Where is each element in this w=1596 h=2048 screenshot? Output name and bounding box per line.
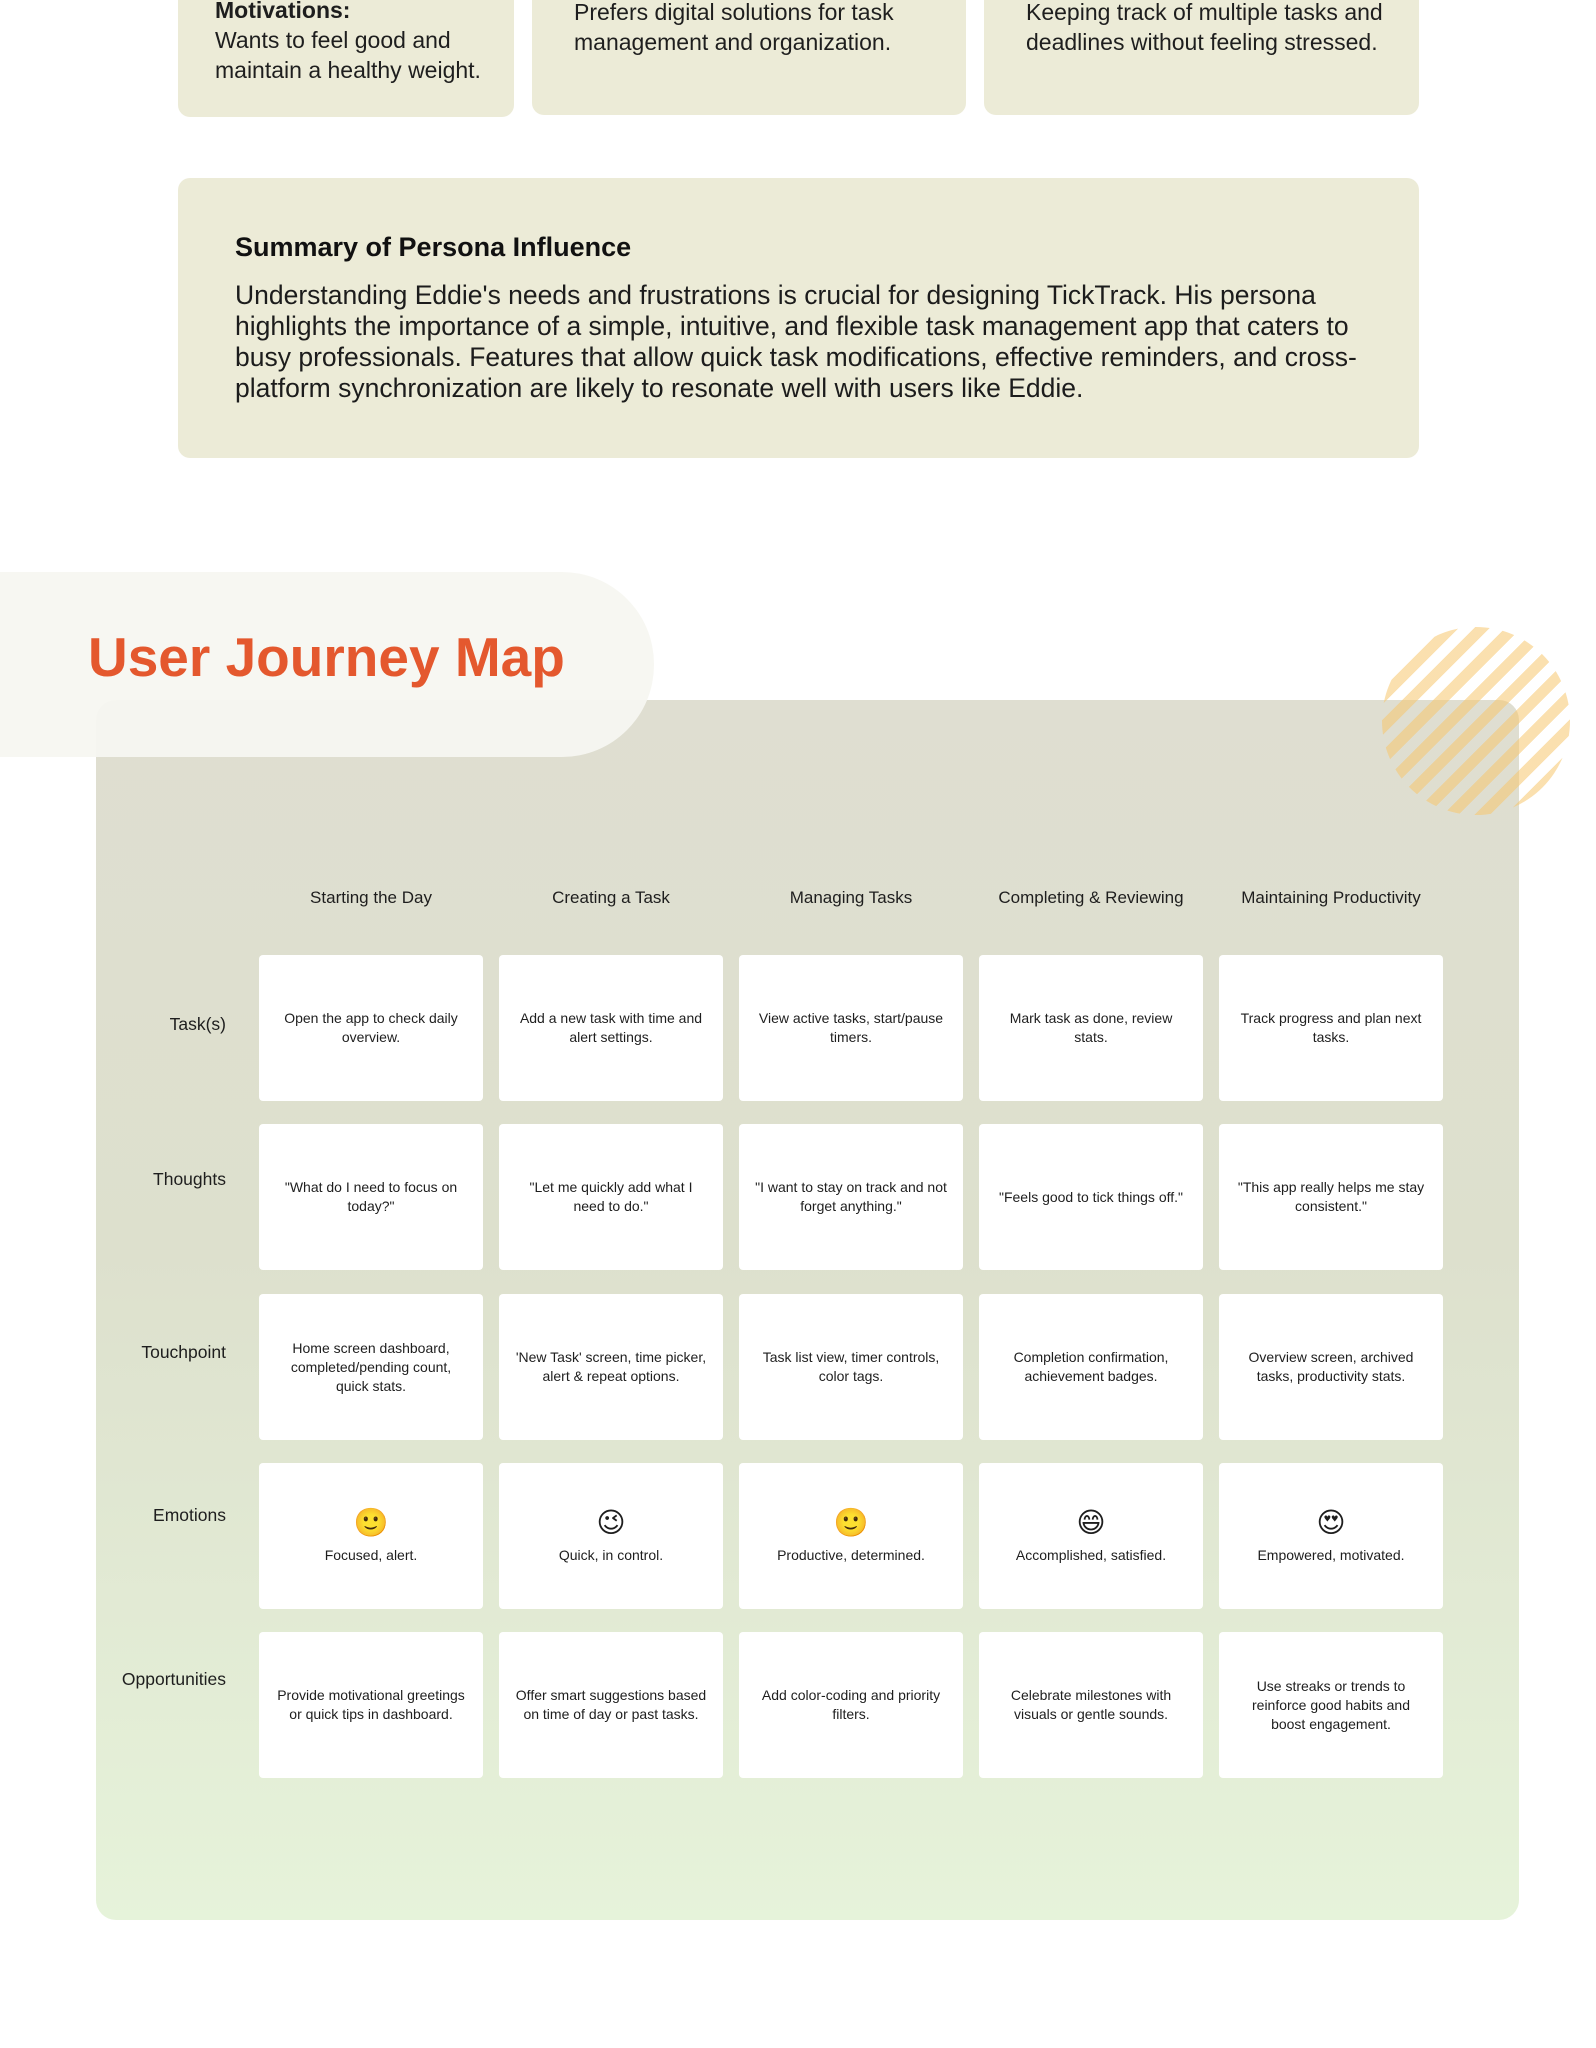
- cell-text: Overview screen, archived tasks, productivity stats.: [1248, 1349, 1414, 1384]
- cell-text: Add a new task with time and alert settings.: [519, 1010, 703, 1045]
- journey-cell: [1219, 1294, 1443, 1440]
- journey-cell: [739, 1632, 963, 1778]
- journey-cell: [499, 955, 723, 1101]
- persona-card-text: Prefers digital solutions for task management and organization.: [574, 0, 894, 55]
- journey-cell: [979, 1632, 1203, 1778]
- row-label-thoughts: Thoughts: [153, 1169, 226, 1189]
- cell-text: Empowered, motivated.: [1257, 1546, 1405, 1563]
- cell-text: Quick, in control.: [558, 1546, 664, 1563]
- cell-text: Home screen dashboard, completed/pending count, quick stats.: [290, 1339, 452, 1394]
- stage-header: Creating a Task: [552, 888, 670, 907]
- journey-cell: [1219, 1124, 1443, 1270]
- cell-text: "What do I need to focus on today?": [284, 1179, 458, 1214]
- journey-cell: [259, 955, 483, 1101]
- cell-text: 'New Task' screen, time picker, alert & repeat options.: [515, 1349, 707, 1384]
- emoji-icon: 🙂: [833, 1506, 869, 1538]
- cell-text: Completion confirmation, achievement badges.: [1013, 1349, 1169, 1384]
- emoji-icon: 😄: [1076, 1506, 1106, 1538]
- cell-text: Mark task as done, review stats.: [1009, 1010, 1173, 1045]
- cell-text: "Feels good to tick things off.": [998, 1188, 1183, 1205]
- journey-cell: [499, 1463, 723, 1609]
- cell-text: Accomplished, satisfied.: [1015, 1546, 1167, 1563]
- journey-cell: [979, 1463, 1203, 1609]
- cell-text: Productive, determined.: [777, 1546, 925, 1563]
- summary-title: Summary of Persona Influence: [235, 232, 632, 262]
- journey-cell: [259, 1632, 483, 1778]
- journey-cell: [499, 1124, 723, 1270]
- cell-text: Add color-coding and priority filters.: [761, 1687, 941, 1722]
- stage-header: Completing & Reviewing: [998, 888, 1184, 907]
- journey-cell: [739, 1294, 963, 1440]
- journey-cell: [259, 1294, 483, 1440]
- section-title: User Journey Map: [88, 626, 565, 688]
- persona-card-motivations: [178, 0, 514, 117]
- row-label-emotions: Emotions: [153, 1505, 226, 1525]
- journey-cell: [1219, 1463, 1443, 1609]
- cell-text: Offer smart suggestions based on time of day or past tasks.: [515, 1687, 707, 1722]
- row-label-touchpoint: Touchpoint: [141, 1342, 226, 1362]
- emoji-icon: 😉: [596, 1506, 626, 1538]
- journey-cell: [499, 1632, 723, 1778]
- journey-cell: [979, 1294, 1203, 1440]
- striped-circle-decoration: [1382, 627, 1570, 815]
- journey-cell: [259, 1463, 483, 1609]
- summary-card: [178, 178, 1419, 458]
- journey-cell: [1219, 955, 1443, 1101]
- cell-text: Provide motivational greetings or quick tips in dashboard.: [277, 1687, 465, 1722]
- cell-text: View active tasks, start/pause timers.: [758, 1010, 944, 1045]
- journey-cell: [499, 1294, 723, 1440]
- cell-text: "Let me quickly add what I need to do.": [529, 1179, 693, 1214]
- journey-cell: [979, 955, 1203, 1101]
- cell-text: "This app really helps me stay consistent.": [1237, 1179, 1425, 1214]
- section-title-pill: [0, 572, 654, 757]
- row-label-opportunities: Opportunities: [121, 1669, 226, 1689]
- stage-header: Maintaining Productivity: [1241, 888, 1421, 907]
- cell-text: Open the app to check daily overview.: [284, 1010, 458, 1045]
- persona-card-label: Motivations:: [215, 0, 351, 23]
- row-label-tasks: Task(s): [169, 1014, 226, 1034]
- journey-cell: [739, 1463, 963, 1609]
- persona-card-text: Keeping track of multiple tasks and deadlines without feeling stressed.: [1026, 0, 1383, 55]
- stage-header: Managing Tasks: [789, 888, 913, 907]
- cell-text: Celebrate milestones with visuals or gentle sounds.: [1010, 1687, 1172, 1722]
- cell-text: Use streaks or trends to reinforce good habits and boost engagement.: [1252, 1677, 1410, 1732]
- persona-card-preferences: [532, 0, 966, 115]
- emoji-icon: 😍: [1316, 1506, 1346, 1538]
- persona-card-frustrations: [984, 0, 1419, 115]
- summary-body: Understanding Eddie's needs and frustrations is crucial for designing TickTrack. His persona highlights the importance of a simple, intuitive, and flexible task management app that caters to busy professionals. Features that allow quick task modifications, effective reminders, and cross-platform synchronization are likely to resonate well with users like Eddie.: [235, 280, 1357, 403]
- journey-cell: [979, 1124, 1203, 1270]
- journey-cell: [1219, 1632, 1443, 1778]
- stage-header: Starting the Day: [310, 888, 432, 907]
- cell-text: Focused, alert.: [324, 1546, 418, 1563]
- cell-text: Track progress and plan next tasks.: [1240, 1010, 1422, 1045]
- cell-text: "I want to stay on track and not forget anything.": [755, 1179, 947, 1214]
- persona-card-text: Wants to feel good and maintain a healthy weight.: [215, 27, 481, 83]
- journey-cell: [739, 955, 963, 1101]
- cell-text: Task list view, timer controls, color tags.: [762, 1349, 940, 1384]
- journey-cell: [259, 1124, 483, 1270]
- journey-cell: [739, 1124, 963, 1270]
- emoji-icon: 🙂: [353, 1506, 389, 1538]
